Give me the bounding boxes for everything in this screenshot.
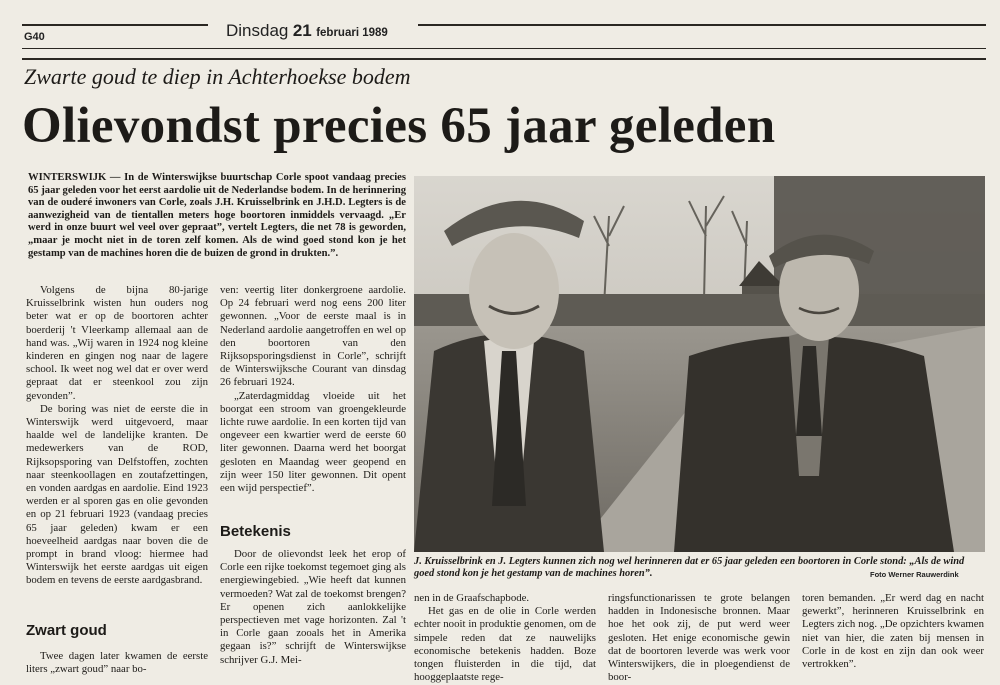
col5-paragraph-1: toren bemanden. „Er werd dag en nacht gewerkt”, herinneren Kruisselbrink en Legters zich nog. „De opzichters kwamen niet van hier, die zaten bij mensen in Corle in de kost en zijn dan ook weer vertrokken”. (802, 592, 984, 671)
column-2 (220, 284, 406, 495)
photo-credit: Foto Werner Rauwerdink (870, 570, 959, 579)
col2-paragraph-1: ven: veertig liter donkergroene aardolie. Op 24 februari werd nog eens 200 liter gewonnen. „Voor de eerste maal is in Nederland aardolie aangetroffen en wel op den boortoren van den Rijksopsporingsdienst in Corle”, schrijft de Winterswijksche Courant van dinsdag 26 februari 1924. (220, 284, 406, 389)
article-headline: Olievondst precies 65 jaar geleden (22, 98, 776, 154)
column-1-continued (26, 650, 208, 676)
article-photo (414, 176, 985, 552)
photo-illustration (414, 176, 985, 552)
column-1 (26, 284, 208, 588)
col1-paragraph-2: De boring was niet de eerste die in Winterswijk werd uitgevoerd, maar haalde wel de landelijke kranten. De medewerkers van de ROD, Rijksopsporing van Delfstoffen, zochten naar steenkoollagen en zoutafzettingen, en vonden aardgas en aardolie. Eind 1923 werden er al sporen gas en olie gevonden en op 21 februari 1923 (vandaag precies 65 jaar geleden) kwam er een hoeveelheid aardgas naar boven die de prompt in brand vloog: hiermee had Winterswijk het eerste aardgas uit eigen bodem en tevens de eerste aardgasbrand. (26, 402, 208, 587)
date-month-year: februari 1989 (316, 27, 388, 39)
article-kicker: Zwarte goud te diep in Achterhoekse bodem (24, 64, 411, 89)
col3-paragraph-1: nen in de Graafschapbode. (414, 592, 530, 604)
photo-caption: J. Kruisselbrink en J. Legters kunnen zich nog wel herinneren dat er 65 jaar geleden een boortoren in Corle stond: „Als de wind goed stond kon je het gestamp van de machines horen”. (414, 556, 965, 580)
masthead-rule-bottom (22, 48, 986, 49)
column-4 (608, 592, 790, 684)
col2-paragraph-3: Door de olievondst leek het erop of Corle een rijke toekomst tegemoet ging als energiewingebied. „Wie heeft dat kunnen vermoeden? Wat zal de toekomst brengen? Er openen zich aanlokkelijke perspectieven met vage horizonten. Zal 't in Corle gaan zooals het in Amerika gegaan is?” schrijft de Winterswijkse schrijver G.J. Mei- (220, 548, 406, 666)
subhead-zwart-goud: Zwart goud (26, 622, 107, 639)
column-5 (802, 592, 984, 671)
page-date (226, 21, 388, 41)
article-lead: WINTERSWIJK — In de Winterswijkse buurtschap Corle spoot vandaag precies 65 jaar geleden voor het eerst aardolie uit de Nederlandse bodem. In de herinnering van de ouderé inwoners van Corle, zoals J.H. Kruisselbrink en J.H.D. Legters is de aanwezigheid van de tientallen meters hoge boortoren inmiddels vervaagd. „Er werd in onze buurt wel veel over gepraat”, vertelt Legters, die net 78 is geworden, „maar je mocht niet in de toren zelf komen. Als de wind goed stond kon je het gestamp van de machines horen die de buizen de grond in drukten.”. (28, 172, 407, 259)
masthead-rule-right (418, 24, 986, 26)
subhead-betekenis: Betekenis (220, 523, 291, 540)
col1-paragraph-1: Volgens de bijna 80-jarige Kruisselbrink wisten hun ouders nog beter wat er op de boortoren achter boerderij 't Vleerkamp allemaal aan de hand was. „Wij waren in 1924 nog kleine kinderen en gingen nog naar de lagere school. Ik weet nog wel dat er over werd gepraat dat er steenkool zou zijn gevonden”. (26, 284, 208, 402)
column-3 (414, 592, 596, 684)
date-day-name: Dinsdag (226, 21, 289, 40)
col3-paragraph-2: Het gas en de olie in Corle werden echter nooit in produktie genomen, om de simpele reden dat ze nauwelijks economische betekenis hadden. Boze tongen fluisterden in die tijd, dat hooggeplaatste rege- (414, 605, 596, 684)
col4-paragraph-1: ringsfunctionarissen te grote belangen hadden in Indonesische bronnen. Maar hoe het ook zij, de put werd weer gesloten. Het enige economische gewin dat de boortoren leverde was werk voor Winterswijkers, die in ploegendienst de boor- (608, 592, 790, 684)
page-code: G40 (24, 31, 45, 43)
masthead-rule-left (22, 24, 208, 26)
column-2-continued (220, 548, 406, 667)
article-top-rule (22, 58, 986, 60)
col1-paragraph-3: Twee dagen later kwamen de eerste liters „zwart goud” naar bo- (26, 650, 208, 676)
col2-paragraph-2: „Zaterdagmiddag vloeide uit het boorgat een stroom van groengekleurde lichte ruwe aardolie. In een korten tijd van ongeveer een kwartier werd de eerste 60 liter gewonnen. Daarna werd het boorgat gesloten en Maandag weer geopend en zijn weer 150 liter gewonnen. Dit opent een wijd perspectief”. (220, 389, 406, 495)
date-day-number: 21 (292, 21, 312, 40)
